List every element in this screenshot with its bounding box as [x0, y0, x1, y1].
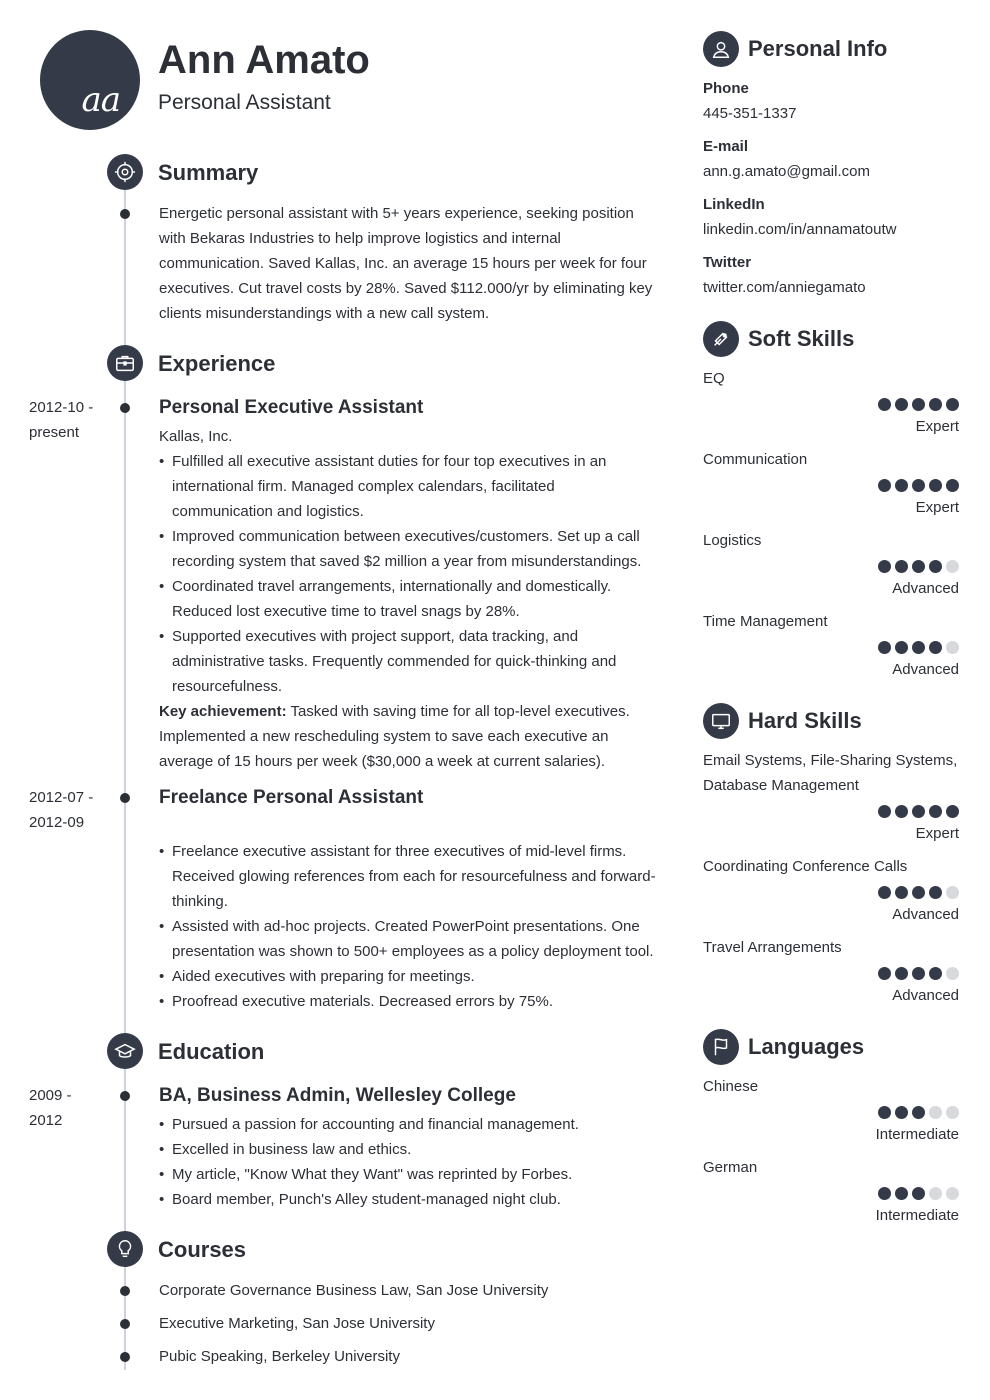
twitter-label: Twitter	[703, 254, 752, 271]
job-bullets	[159, 449, 659, 699]
skill-level: Advanced	[892, 580, 959, 597]
list-item: • Freelance executive assistant for three executives of mid-level firms. Received glowing references from each for resourcefulness and forward-thinking.	[159, 839, 659, 914]
rating-dot-empty	[946, 886, 959, 899]
rating-dot-empty	[946, 1187, 959, 1200]
courses-heading: Courses	[158, 1237, 247, 1262]
rating-dot-filled	[912, 479, 925, 492]
skill-level: Expert	[915, 825, 959, 842]
education-date	[29, 1083, 109, 1133]
skill-name: EQ	[703, 370, 725, 387]
rating-dot-filled	[878, 967, 891, 980]
skill-rating	[878, 886, 959, 899]
rating-dot-empty	[929, 1187, 942, 1200]
course-item: Pubic Speaking, Berkeley University	[159, 1348, 400, 1365]
list-item: • Pursued a passion for accounting and financial management.	[159, 1112, 659, 1137]
skill-level: Advanced	[892, 906, 959, 923]
course-item: Executive Marketing, San Jose University	[159, 1315, 435, 1332]
language-rating	[878, 1106, 959, 1119]
rating-dot-filled	[895, 479, 908, 492]
rating-dot-filled	[895, 805, 908, 818]
rating-dot-filled	[912, 398, 925, 411]
graduation-cap-icon	[107, 1033, 143, 1069]
rating-dot-filled	[878, 886, 891, 899]
rating-dot-empty	[946, 1106, 959, 1119]
skill-rating	[878, 479, 959, 492]
rating-dot-filled	[878, 641, 891, 654]
timeline-dot	[120, 403, 130, 413]
skill-name: Logistics	[703, 532, 762, 549]
timeline-dot	[120, 1286, 130, 1296]
date-start: 2009 -	[29, 1087, 72, 1104]
rating-dot-filled	[929, 805, 942, 818]
date-end: 2012	[29, 1112, 63, 1129]
monitor-icon	[703, 703, 739, 739]
date-start: 2012-07 -	[29, 789, 94, 806]
key-achievement-label: Key achievement:	[159, 703, 287, 720]
target-icon	[107, 154, 143, 190]
rating-dot-filled	[929, 641, 942, 654]
rating-dot-filled	[912, 886, 925, 899]
job-date	[29, 395, 109, 445]
rating-dot-filled	[946, 398, 959, 411]
rating-dot-filled	[878, 398, 891, 411]
rating-dot-filled	[878, 560, 891, 573]
rating-dot-filled	[895, 886, 908, 899]
timeline-dot	[120, 793, 130, 803]
list-item: • Board member, Punch's Alley student-managed night club.	[159, 1187, 659, 1212]
language-rating	[878, 1187, 959, 1200]
rating-dot-filled	[895, 967, 908, 980]
initials-avatar	[40, 30, 140, 130]
skill-rating	[878, 967, 959, 980]
job-role: Freelance Personal Assistant	[159, 787, 424, 808]
job-date	[29, 785, 109, 835]
rating-dot-filled	[929, 886, 942, 899]
skill-rating	[878, 398, 959, 411]
date-end: present	[29, 424, 80, 441]
skill-name: Time Management	[703, 613, 828, 630]
skill-level: Advanced	[892, 987, 959, 1004]
list-item: • Supported executives with project support, data tracking, and administrative tasks. Frequently commended for quick-thinking and resourcefulness.	[159, 624, 659, 699]
skill-level: Advanced	[892, 661, 959, 678]
email-value: ann.g.amato@gmail.com	[703, 163, 870, 180]
skill-level: Expert	[915, 499, 959, 516]
timeline-dot	[120, 1352, 130, 1362]
rating-dot-empty	[946, 560, 959, 573]
rating-dot-filled	[929, 398, 942, 411]
rating-dot-filled	[912, 641, 925, 654]
rating-dot-filled	[912, 805, 925, 818]
timeline-dot	[120, 1319, 130, 1329]
list-item: • Excelled in business law and ethics.	[159, 1137, 659, 1162]
phone-label: Phone	[703, 80, 749, 97]
skill-rating	[878, 641, 959, 654]
skill-name: Travel Arrangements	[703, 939, 842, 956]
skill-rating	[878, 560, 959, 573]
language-level: Intermediate	[875, 1207, 959, 1224]
language-level: Intermediate	[875, 1126, 959, 1143]
candidate-title: Personal Assistant	[158, 91, 331, 114]
rating-dot-filled	[895, 560, 908, 573]
summary-heading: Summary	[158, 160, 259, 185]
rating-dot-filled	[878, 1106, 891, 1119]
lightbulb-icon	[107, 1231, 143, 1267]
rating-dot-filled	[929, 560, 942, 573]
education-bullets	[159, 1112, 659, 1212]
rating-dot-filled	[929, 967, 942, 980]
rating-dot-filled	[878, 1187, 891, 1200]
course-item: Corporate Governance Business Law, San Jose University	[159, 1282, 549, 1299]
soft-skills-heading: Soft Skills	[748, 326, 855, 351]
summary-text: Energetic personal assistant with 5+ years experience, seeking position with Bekaras Industries to help improve logistics and internal communication. Saved Kallas, Inc. an average 15 hours per week for four executives. Cut travel costs by 28%. Saved $112.000/yr by eliminating key clients misunderstandings with a new call system.	[159, 205, 653, 322]
rating-dot-filled	[912, 967, 925, 980]
rating-dot-filled	[895, 398, 908, 411]
timeline-dot	[120, 209, 130, 219]
skill-rating	[878, 805, 959, 818]
user-icon	[703, 31, 739, 67]
language-name: German	[703, 1159, 758, 1176]
email-label: E-mail	[703, 138, 749, 155]
hard-skills-heading: Hard Skills	[748, 708, 862, 733]
twitter-value: twitter.com/anniegamato	[703, 279, 866, 296]
skill-name: Email Systems, File-Sharing Systems, Database Management	[703, 752, 958, 794]
personal-info-heading: Personal Info	[748, 36, 888, 61]
job-company: Kallas, Inc.	[159, 428, 233, 445]
experience-heading: Experience	[158, 351, 276, 376]
job-role: Personal Executive Assistant	[159, 397, 424, 418]
rating-dot-empty	[929, 1106, 942, 1119]
list-item: • Coordinated travel arrangements, internationally and domestically. Reduced lost executive time to travel snags by 28%.	[159, 574, 659, 624]
key-achievement	[159, 699, 659, 774]
rating-dot-filled	[878, 479, 891, 492]
skill-level: Expert	[915, 418, 959, 435]
timeline-dot	[120, 1091, 130, 1101]
candidate-name: Ann Amato	[158, 38, 370, 82]
linkedin-label: LinkedIn	[703, 196, 765, 213]
rating-dot-filled	[878, 805, 891, 818]
phone-value: 445-351-1337	[703, 105, 797, 122]
date-start: 2012-10 -	[29, 399, 94, 416]
list-item: • My article, "Know What they Want" was reprinted by Forbes.	[159, 1162, 659, 1187]
rating-dot-filled	[929, 479, 942, 492]
briefcase-icon	[107, 345, 143, 381]
linkedin-value: linkedin.com/in/annamatoutw	[703, 221, 897, 238]
language-name: Chinese	[703, 1078, 759, 1095]
rating-dot-filled	[895, 1106, 908, 1119]
rating-dot-filled	[912, 1106, 925, 1119]
education-heading: Education	[158, 1039, 265, 1064]
skill-name: Communication	[703, 451, 808, 468]
rating-dot-filled	[912, 1187, 925, 1200]
list-item: • Assisted with ad-hoc projects. Created PowerPoint presentations. One presentation was shown to 500+ employees as a policy deployment tool.	[159, 914, 659, 964]
rating-dot-filled	[912, 560, 925, 573]
list-item: • Fulfilled all executive assistant duties for four top executives in an international firm. Managed complex calendars, facilitated communication and logistics.	[159, 449, 659, 524]
rating-dot-empty	[946, 967, 959, 980]
skill-name: Coordinating Conference Calls	[703, 858, 908, 875]
date-end: 2012-09	[29, 814, 85, 831]
key-achievement-text: Tasked with saving time for all top-level executives. Implemented a new rescheduling system to save each executive an average of 15 hours per week ($30,000 a week at current salaries).	[159, 703, 630, 770]
rating-dot-filled	[895, 1187, 908, 1200]
degree-title: BA, Business Admin, Wellesley College	[159, 1085, 516, 1106]
list-item: • Improved communication between executives/customers. Set up a call recording system that saved $2 million a year from misunderstandings.	[159, 524, 659, 574]
list-item: • Aided executives with preparing for meetings.	[159, 964, 659, 989]
rating-dot-filled	[946, 479, 959, 492]
rating-dot-filled	[946, 805, 959, 818]
rating-dot-filled	[895, 641, 908, 654]
rating-dot-empty	[946, 641, 959, 654]
avatar-initials: aa	[81, 80, 120, 120]
job-bullets	[159, 839, 659, 1014]
list-item: • Proofread executive materials. Decreased errors by 75%.	[159, 989, 659, 1014]
flag-icon	[703, 1029, 739, 1065]
puzzle-icon	[703, 321, 739, 357]
languages-heading: Languages	[748, 1034, 865, 1059]
